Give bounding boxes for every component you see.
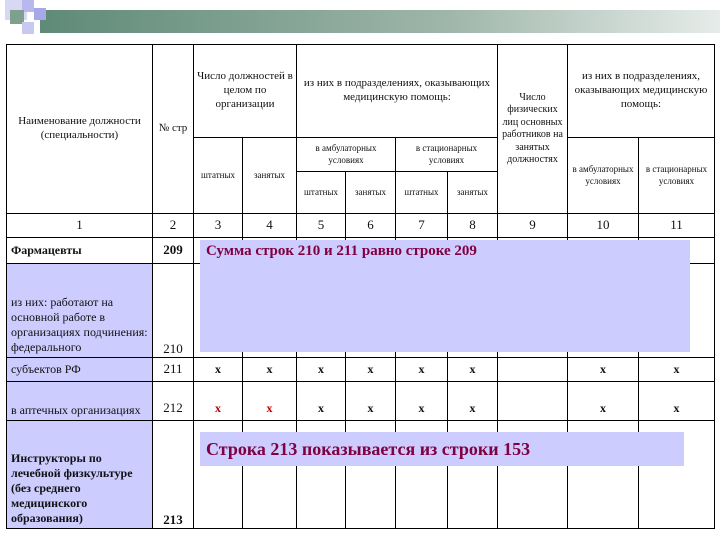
header-units-positions: из них в подразделениях, оказывающих медицинскую помощь:	[297, 45, 498, 138]
cell: x	[448, 358, 498, 382]
col-number: 7	[396, 214, 448, 238]
cell: x	[639, 382, 715, 421]
table-row	[7, 358, 715, 382]
cell	[498, 382, 568, 421]
row-name: субъектов РФ	[7, 358, 153, 382]
cell: x	[396, 358, 448, 382]
header-occupied: занятых	[448, 172, 498, 214]
row-name: из них: работают на основной работе в организациях подчинения: федерального	[7, 264, 153, 358]
cell: x	[297, 382, 346, 421]
col-number: 2	[153, 214, 194, 238]
table-row	[7, 382, 715, 421]
note-sum-rows: Сумма строк 210 и 211 равно строке 209	[200, 240, 690, 352]
row-number: 211	[153, 358, 194, 382]
col-number: 4	[243, 214, 297, 238]
cell: x	[297, 358, 346, 382]
cell: x	[346, 358, 396, 382]
cell: x	[568, 382, 639, 421]
row-number: 210	[153, 264, 194, 358]
header-inpatient-persons: в стационарных условиях	[639, 138, 715, 214]
header-staff: штатных	[194, 138, 243, 214]
note-row-213: Строка 213 показывается из строки 153	[200, 432, 684, 466]
cell: x	[396, 382, 448, 421]
decor-square	[34, 8, 46, 20]
col-number: 3	[194, 214, 243, 238]
col-number: 8	[448, 214, 498, 238]
row-number: 212	[153, 382, 194, 421]
header-units-persons: из них в подразделениях, оказывающих медицинскую помощь:	[568, 45, 715, 138]
col-number: 6	[346, 214, 396, 238]
header-row-number: № стр	[153, 45, 194, 214]
row-name: Фармацевты	[7, 238, 153, 264]
header-outpatient: в амбулаторных условиях	[297, 138, 396, 172]
header-physical-persons: Число физических лиц основных работников на занятых должностях	[498, 45, 568, 214]
cell: x	[194, 382, 243, 421]
header-position-name: Наименование должности (специальности)	[7, 45, 153, 214]
row-number: 209	[153, 238, 194, 264]
cell: x	[194, 358, 243, 382]
col-number: 11	[639, 214, 715, 238]
header-inpatient: в стационарных условиях	[396, 138, 498, 172]
header-total-positions: Число должностей в целом по организации	[194, 45, 297, 138]
header-occupied: занятых	[346, 172, 396, 214]
row-name: в аптечных организациях	[7, 382, 153, 421]
header-staff: штатных	[396, 172, 448, 214]
cell: x	[346, 382, 396, 421]
cell	[498, 358, 568, 382]
cell: x	[243, 382, 297, 421]
col-number: 9	[498, 214, 568, 238]
cell: x	[448, 382, 498, 421]
col-number: 10	[568, 214, 639, 238]
cell: x	[568, 358, 639, 382]
col-number: 1	[7, 214, 153, 238]
header-staff: штатных	[297, 172, 346, 214]
cell: x	[639, 358, 715, 382]
row-number: 213	[153, 421, 194, 529]
decor-square	[22, 22, 34, 34]
col-number: 5	[297, 214, 346, 238]
row-name: Инструкторы по лечебной физкультуре (без среднего медицинского образования)	[7, 421, 153, 529]
cell: x	[243, 358, 297, 382]
header-occupied: занятых	[243, 138, 297, 214]
title-decoration-bar	[40, 10, 720, 33]
header-outpatient-persons: в амбулаторных условиях	[568, 138, 639, 214]
